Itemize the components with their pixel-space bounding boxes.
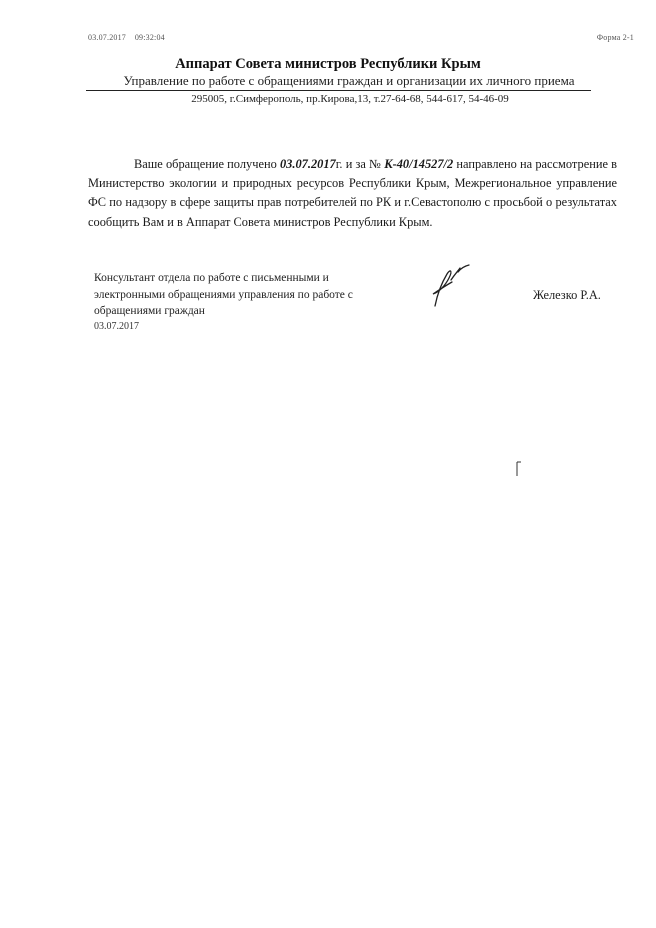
body-intro: Ваше обращение получено: [134, 157, 280, 171]
registration-number: К-40/14527/2: [384, 157, 454, 171]
form-label: Форма 2-1: [596, 33, 634, 42]
body-mid: г. и за №: [335, 157, 385, 171]
scan-artifact-mark: [516, 461, 522, 477]
received-date: 03.07.2017: [279, 157, 336, 171]
signer-name: Железко Р.А.: [533, 288, 601, 302]
letter-body: [88, 155, 617, 232]
handwritten-signature: [425, 262, 475, 310]
department-title: Управление по работе с обращениями граждан и организации их личного приема: [123, 73, 575, 88]
signoff-date: 03.07.2017: [94, 321, 139, 332]
body-rest: направлено на рассмотрение в Министерство экологии и природных ресурсов Республики Крым, Межрегиональное управление ФС по надзору в сфере защиты прав потребителей по РК и г.Севастополю с просьбой о результатах сообщить Вам и в Аппарат Совета министров Республики Крым.: [88, 157, 617, 229]
organization-address: 295005, г.Симферополь, пр.Кирова,13, т.27-64-68, 544-617, 54-46-09: [191, 93, 509, 105]
print-timestamp: [88, 33, 165, 42]
timestamp-time: 09:32:04: [134, 33, 165, 42]
header-divider: [86, 90, 591, 91]
organization-title: Аппарат Совета министров Республики Крым: [175, 56, 481, 72]
timestamp-date: 03.07.2017: [88, 33, 126, 42]
signer-position: Консультант отдела по работе с письменными и электронными обращениями управления по работе с обращениями граждан: [94, 272, 353, 318]
